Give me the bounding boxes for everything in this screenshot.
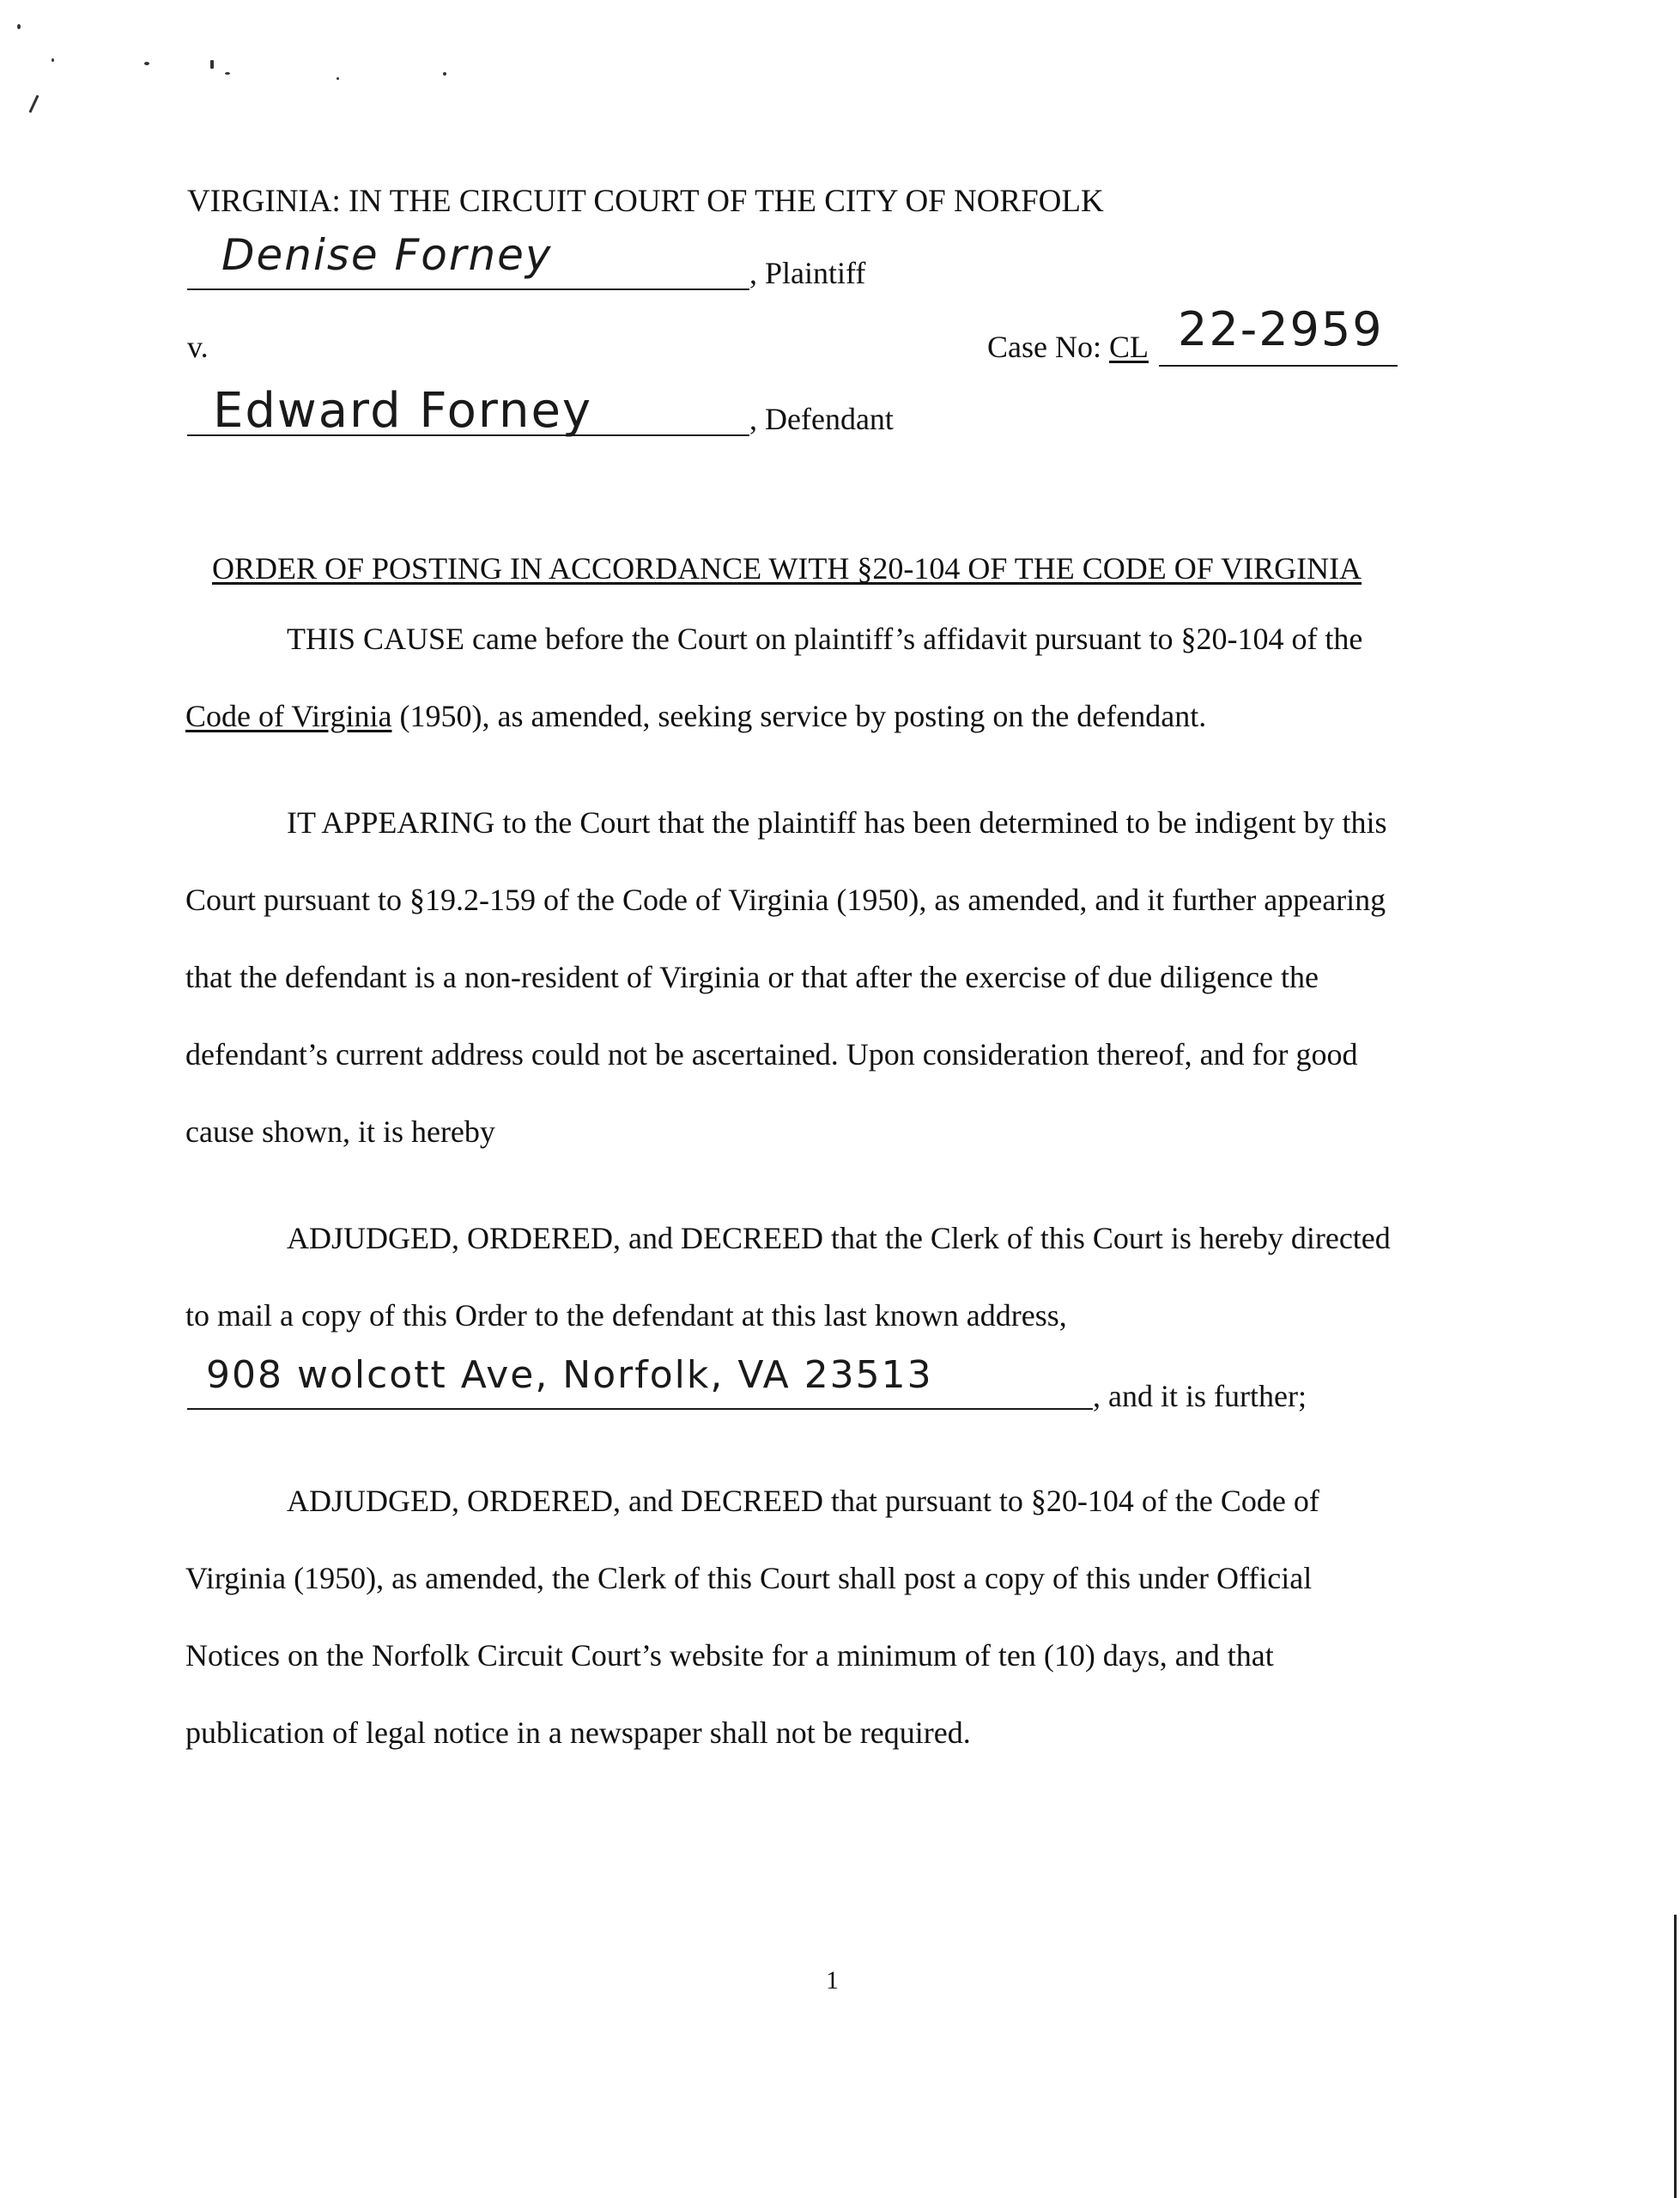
paragraph-4-line-3: Notices on the Norfolk Circuit Court’s website for a minimum of ten (10) days, and that	[185, 1638, 1274, 1673]
paragraph-2-line-4: defendant’s current address could not be ascertained. Upon consideration thereof, and for good	[185, 1037, 1358, 1072]
scan-artifact	[144, 62, 149, 65]
paragraph-2-line-5: cause shown, it is hereby	[185, 1114, 495, 1149]
defendant-label: , Defendant	[749, 402, 894, 436]
paragraph-1-line-1: THIS CAUSE came before the Court on plaintiff’s affidavit pursuant to §20-104 of the	[287, 622, 1363, 656]
versus-label: v.	[187, 330, 209, 364]
scan-artifact	[210, 60, 214, 69]
paragraph-4-line-4: publication of legal notice in a newspaper shall not be required.	[185, 1715, 971, 1750]
scan-artifact	[337, 77, 339, 80]
paragraph-2-line-2: Court pursuant to §19.2-159 of the Code of Virginia (1950), as amended, and it further appearing	[185, 883, 1386, 917]
paragraph-4-line-1: ADJUDGED, ORDERED, and DECREED that pursuant to §20-104 of the Code of	[287, 1484, 1319, 1518]
scan-artifact	[28, 94, 39, 112]
paragraph-2-line-1: IT APPEARING to the Court that the plaintiff has been determined to be indigent by this	[287, 805, 1387, 840]
paragraph-3-line-1: ADJUDGED, ORDERED, and DECREED that the Clerk of this Court is hereby directed	[287, 1221, 1391, 1255]
case-no-value: 22-2959	[1178, 302, 1384, 356]
paragraph-3-line-2: to mail a copy of this Order to the defendant at this last known address,	[185, 1298, 1067, 1333]
defendant-address: 908 wolcott Ave, Norfolk, VA 23513	[206, 1353, 933, 1397]
page-number: 1	[826, 1966, 839, 1995]
address-line	[187, 1408, 1093, 1410]
case-no-prefix: CL	[1109, 330, 1149, 364]
paragraph-2-line-3: that the defendant is a non-resident of Virginia or that after the exercise of due diligence the	[185, 960, 1319, 994]
scan-artifact	[443, 72, 446, 76]
scan-edge	[1674, 1915, 1677, 2198]
plaintiff-name: Denise Forney	[221, 230, 553, 280]
paragraph-3-line-3-rest: , and it is further;	[1093, 1379, 1307, 1413]
order-title: ORDER OF POSTING IN ACCORDANCE WITH §20-104 OF THE CODE OF VIRGINIA	[212, 551, 1362, 586]
case-no-line	[1159, 365, 1398, 367]
scan-artifact	[17, 24, 21, 29]
code-of-virginia-reference: Code of Virginia	[185, 699, 392, 733]
scan-artifact	[225, 72, 230, 75]
case-no-label: Case No:	[987, 330, 1101, 364]
court-header: VIRGINIA: IN THE CIRCUIT COURT OF THE CITY OF NORFOLK	[187, 184, 1104, 219]
plaintiff-line	[187, 288, 749, 290]
scan-artifact	[52, 58, 54, 62]
paragraph-1-line-2	[185, 701, 1206, 732]
defendant-name: Edward Forney	[213, 383, 593, 439]
plaintiff-label: , Plaintiff	[749, 256, 866, 290]
paragraph-4-line-2: Virginia (1950), as amended, the Clerk of this Court shall post a copy of this under Official	[185, 1561, 1313, 1595]
defendant-line	[187, 434, 749, 436]
paragraph-1-line-2-rest: (1950), as amended, seeking service by posting on the defendant.	[391, 699, 1207, 733]
